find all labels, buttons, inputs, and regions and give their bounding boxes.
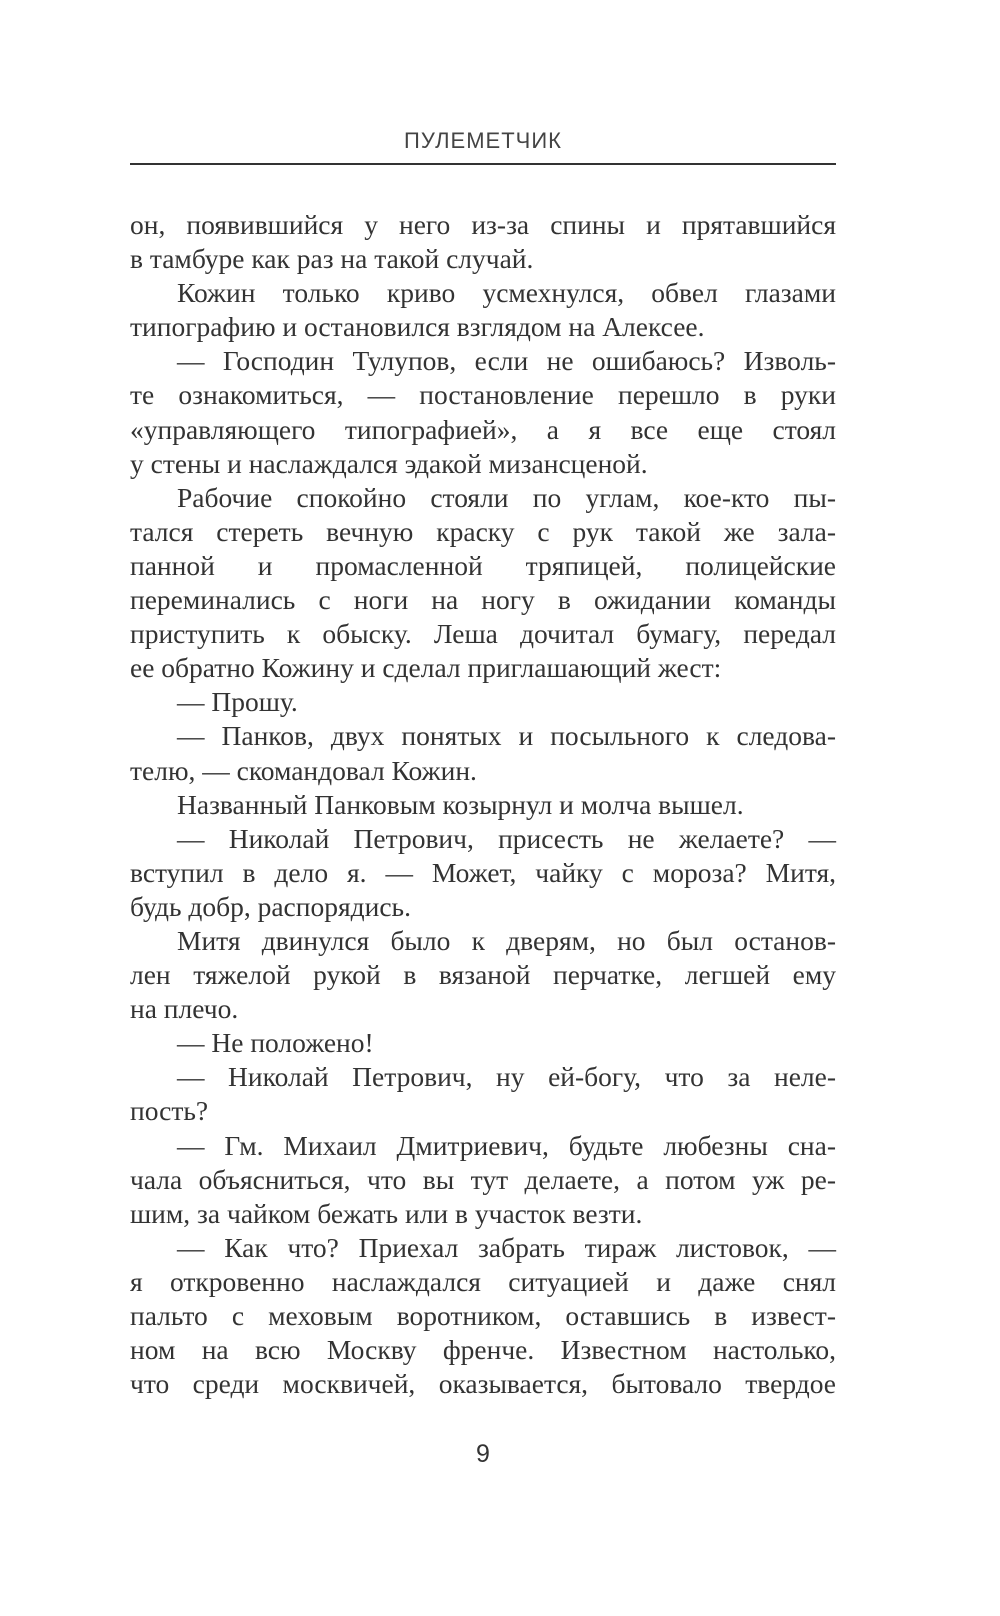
text-line: на плечо. [130,993,239,1025]
text-line: он, появившийся у него из-за спины и прятавшийся [130,209,836,240]
text-line: ном на всю Москву френче. Известном настолько, [130,1334,836,1366]
text-line: — Прошу. [177,686,298,718]
text-line: те ознакомиться, — постановление перешло в руки [130,379,836,411]
text-line: Названный Панковым козырнул и молча вышел. [177,788,744,820]
text-line: панной и промасленной тряпицей, полицейские [130,549,836,581]
text-line: типографию и остановился взглядом на Алексее. [130,311,705,343]
text-line: телю, — скомандовал Кожин. [130,754,477,786]
text-line: — Панков, двух понятых и посыльного к следова- [177,720,836,752]
text-line: пальто с меховым воротником, оставшись в извест- [130,1300,836,1331]
text-line: — Николай Петрович, ну ей-богу, что за неле- [177,1061,836,1093]
text-line: «управляющего типографией», а я все еще стоял [130,413,836,445]
header-rule [130,163,836,165]
text-line: тался стереть вечную краску с рук такой же зала- [130,515,836,547]
text-line: приступить к обыску. Леша дочитал бумагу, передал [130,618,836,650]
text-line: шим, за чайком бежать или в участок везти. [130,1197,643,1229]
text-line: у стены и наслаждался эдакой мизансценой. [130,447,648,479]
text-line: что среди москвичей, оказывается, бытовало твердое [130,1368,836,1400]
text-line: пость? [130,1095,209,1127]
text-line: вступил в дело я. — Может, чайку с мороза? Митя, [130,856,836,888]
text-line: Рабочие спокойно стояли по углам, кое-кто пы- [177,481,836,513]
running-head: ПУЛЕМЕТЧИК [404,128,562,153]
text-line: Митя двинулся было к дверям, но был останов- [177,924,836,956]
page-number: 9 [476,1440,490,1468]
text-line: — Господин Тулупов, если не ошибаюсь? Изволь- [177,345,836,377]
body-text [130,208,836,1401]
text-line: чала объясниться, что вы тут делаете, а потом уж ре- [130,1163,836,1195]
text-line: — Не положено! [177,1027,374,1059]
text-line: переминались с ноги на ногу в ожидании команды [130,584,836,616]
text-line: — Николай Петрович, присесть не желаете? — [177,822,836,854]
text-line: Кожин только криво усмехнулся, обвел глазами [177,277,836,309]
text-line: в тамбуре как раз на такой случай. [130,243,534,275]
text-line: — Гм. Михаил Дмитриевич, будьте любезны сна- [177,1129,836,1161]
text-line: будь добр, распорядись. [130,890,411,922]
text-line: — Как что? Приехал забрать тираж листовок, — [177,1231,836,1263]
text-line: ее обратно Кожину и сделал приглашающий жест: [130,652,722,684]
text-line: лен тяжелой рукой в вязаной перчатке, легшей ему [130,959,836,991]
text-line: я откровенно наслаждался ситуацией и даже снял [130,1265,836,1297]
